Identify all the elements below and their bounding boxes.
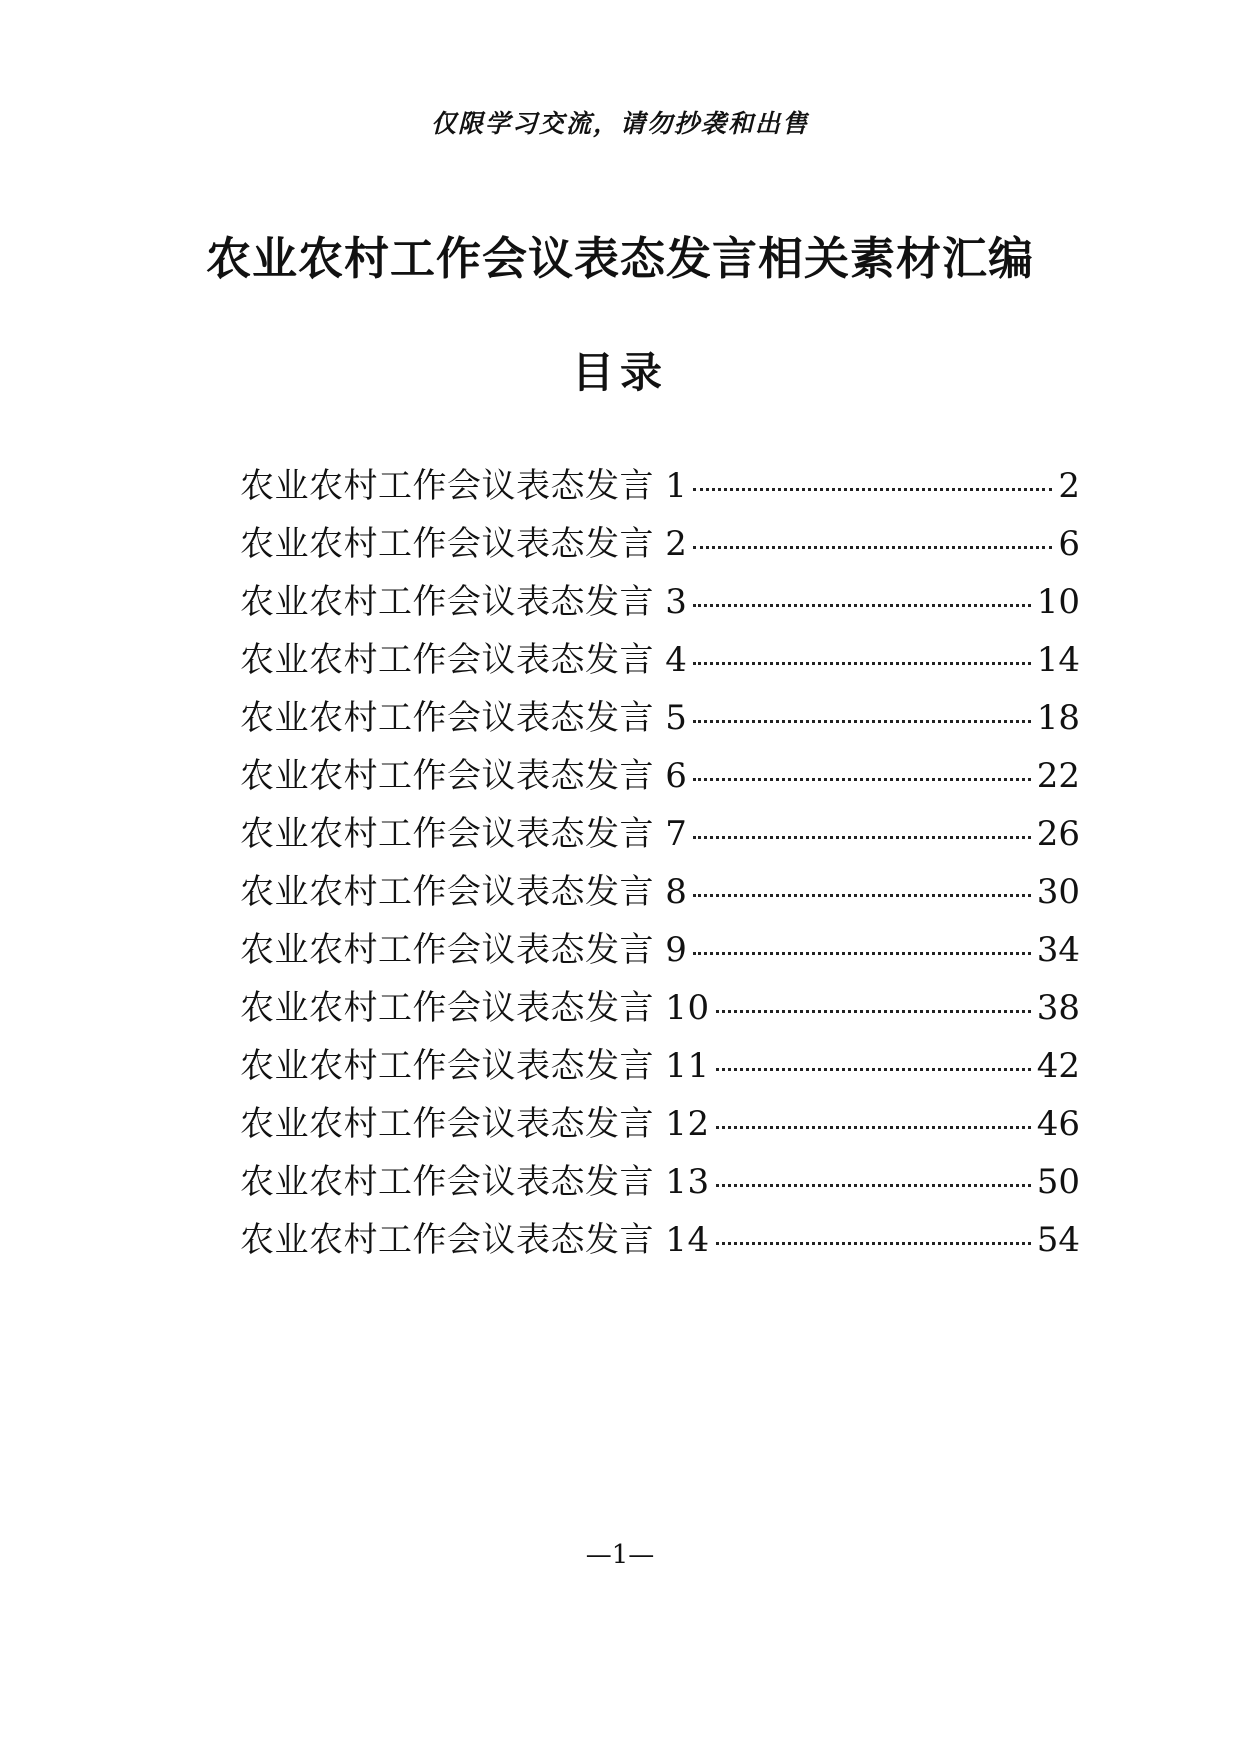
toc-entry-7[interactable]	[240, 806, 1080, 864]
toc-entry-8[interactable]	[240, 864, 1080, 922]
page-number: —1—	[585, 1540, 655, 1570]
toc-entry-14[interactable]	[240, 1212, 1080, 1270]
toc-entry-label: 农业农村工作会议表态发言 5	[240, 698, 688, 738]
toc-dot-leader	[716, 1184, 1031, 1187]
toc-entry-page: 38	[1036, 988, 1080, 1028]
toc-entry-page: 6	[1058, 524, 1080, 564]
header-note: 仅限学习交流，请勿抄袭和出售	[430, 109, 809, 138]
toc-entry-page: 42	[1036, 1046, 1080, 1086]
toc-entry-label: 农业农村工作会议表态发言 4	[240, 640, 688, 680]
toc-dot-leader	[693, 836, 1030, 839]
toc-entry-page: 14	[1036, 640, 1080, 680]
toc-entry-label: 农业农村工作会议表态发言 14	[240, 1220, 710, 1260]
toc-dot-leader	[716, 1068, 1031, 1071]
toc-entry-page: 26	[1036, 814, 1080, 854]
toc-entry-label: 农业农村工作会议表态发言 6	[240, 756, 688, 796]
toc-dot-leader	[693, 604, 1030, 607]
toc-heading: 目录	[571, 348, 668, 397]
toc-entry-page: 46	[1036, 1104, 1080, 1144]
toc-entry-page: 34	[1036, 930, 1080, 970]
toc-entry-page: 54	[1036, 1220, 1080, 1260]
toc-entry-5[interactable]	[240, 690, 1080, 748]
toc-entry-1[interactable]	[240, 458, 1080, 516]
toc-dot-leader	[716, 1126, 1031, 1129]
toc-dot-leader	[693, 662, 1030, 665]
toc-entry-label: 农业农村工作会议表态发言 11	[240, 1046, 710, 1086]
toc-dot-leader	[716, 1010, 1031, 1013]
toc-entry-page: 30	[1036, 872, 1080, 912]
toc-entry-3[interactable]	[240, 574, 1080, 632]
toc-entry-label: 农业农村工作会议表态发言 1	[240, 466, 688, 506]
toc-entry-6[interactable]	[240, 748, 1080, 806]
toc-entry-11[interactable]	[240, 1038, 1080, 1096]
toc-entry-page: 10	[1036, 582, 1080, 622]
toc-entry-page: 2	[1058, 466, 1080, 506]
toc-dot-leader	[693, 546, 1052, 549]
toc-dot-leader	[693, 720, 1030, 723]
document-title: 农业农村工作会议表态发言相关素材汇编	[205, 232, 1034, 285]
toc-entry-label: 农业农村工作会议表态发言 9	[240, 930, 688, 970]
toc-dot-leader	[693, 952, 1030, 955]
toc-entry-12[interactable]	[240, 1096, 1080, 1154]
toc-dot-leader	[716, 1242, 1031, 1245]
toc-entry-label: 农业农村工作会议表态发言 12	[240, 1104, 710, 1144]
table-of-contents	[240, 458, 1080, 1270]
toc-entry-9[interactable]	[240, 922, 1080, 980]
toc-entry-page: 50	[1036, 1162, 1080, 1202]
toc-entry-2[interactable]	[240, 516, 1080, 574]
toc-entry-page: 22	[1036, 756, 1080, 796]
toc-dot-leader	[693, 894, 1030, 897]
toc-entry-label: 农业农村工作会议表态发言 10	[240, 988, 710, 1028]
toc-entry-label: 农业农村工作会议表态发言 2	[240, 524, 688, 564]
toc-dot-leader	[693, 488, 1052, 491]
toc-entry-10[interactable]	[240, 980, 1080, 1038]
toc-entry-13[interactable]	[240, 1154, 1080, 1212]
toc-entry-label: 农业农村工作会议表态发言 3	[240, 582, 688, 622]
toc-entry-label: 农业农村工作会议表态发言 8	[240, 872, 688, 912]
toc-entry-label: 农业农村工作会议表态发言 7	[240, 814, 688, 854]
toc-entry-page: 18	[1036, 698, 1080, 738]
toc-entry-4[interactable]	[240, 632, 1080, 690]
toc-entry-label: 农业农村工作会议表态发言 13	[240, 1162, 710, 1202]
toc-dot-leader	[693, 778, 1030, 781]
